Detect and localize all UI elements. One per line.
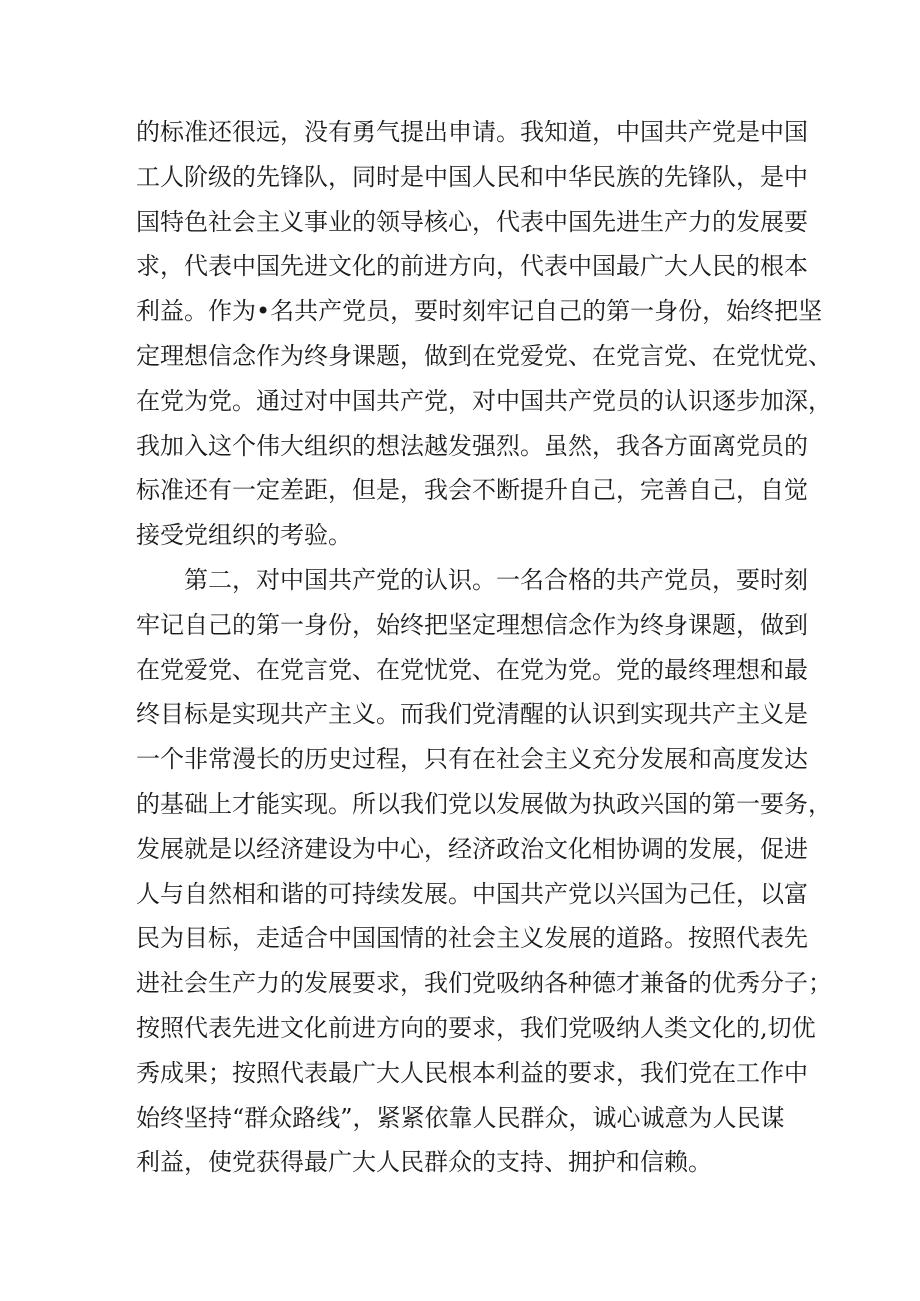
text-line: 牢记自己的第一身份，始终把坚定理想信念作为终身课题，做到 [136, 610, 808, 639]
text-line: 秀成果；按照代表最广大人民根本利益的要求，我们党在工作中 [136, 1058, 808, 1087]
text-line: 在党爱党、在党言党、在党忧党、在党为党。党的最终理想和最 [136, 655, 808, 684]
text-line: 终目标是实现共产主义。而我们党清醒的认识到实现共产主义是 [136, 700, 808, 729]
text-line: 标准还有一定差距，但是，我会不断提升自己，完善自己，自觉 [136, 476, 808, 505]
text-line: 人与自然相和谐的可持续发展。中国共产党以兴国为己任，以富 [136, 879, 808, 908]
paragraph [136, 558, 832, 1185]
text-line: 利益。作为•名共产党员，要时刻牢记自己的第一身份，始终把坚 [136, 297, 823, 326]
text-line: 在党为党。通过对中国共产党，对中国共产党员的认识逐步加深， [136, 386, 832, 415]
text-line: 我加入这个伟大组织的想法越发强烈。虽然，我各方面离党员的 [136, 431, 808, 460]
paragraph [136, 110, 832, 558]
text-line: 进社会生产力的发展要求，我们党吸纳各种德才兼备的优秀分子； [136, 969, 832, 998]
text-line: 发展就是以经济建设为中心，经济政治文化相协调的发展，促进 [136, 834, 808, 863]
text-line: 一个非常漫长的历史过程，只有在社会主义充分发展和高度发达 [136, 745, 808, 774]
text-line: 定理想信念作为终身课题，做到在党爱党、在党言党、在党忧党、 [136, 341, 832, 370]
text-line: 第二，对中国共产党的认识。一名合格的共产党员，要时刻 [184, 565, 808, 594]
text-line: 利益，使党获得最广大人民群众的支持、拥护和信赖。 [136, 1148, 712, 1177]
text-line: 求，代表中国先进文化的前进方向，代表中国最广大人民的根本 [136, 252, 808, 281]
text-line: 工人阶级的先锋队，同时是中国人民和中华民族的先锋队，是中 [136, 162, 808, 191]
text-line: 的标准还很远，没有勇气提出申请。我知道，中国共产党是中国 [136, 118, 808, 146]
text-line: 民为目标，走适合中国国情的社会主义发展的道路。按照代表先 [136, 924, 808, 953]
text-line: 接受党组织的考验。 [136, 521, 352, 550]
text-line: 始终坚持“群众路线”，紧紧依靠人民群众，诚心诚意为人民谋 [136, 1103, 785, 1132]
document-body [136, 110, 832, 1185]
text-line: 按照代表先进文化前进方向的要求，我们党吸纳人类文化的,切优 [136, 1013, 816, 1042]
text-line: 国特色社会主义事业的领导核心，代表中国先进生产力的发展要 [136, 207, 808, 236]
text-line: 的基础上才能实现。所以我们党以发展做为执政兴国的第一要务， [136, 789, 832, 818]
